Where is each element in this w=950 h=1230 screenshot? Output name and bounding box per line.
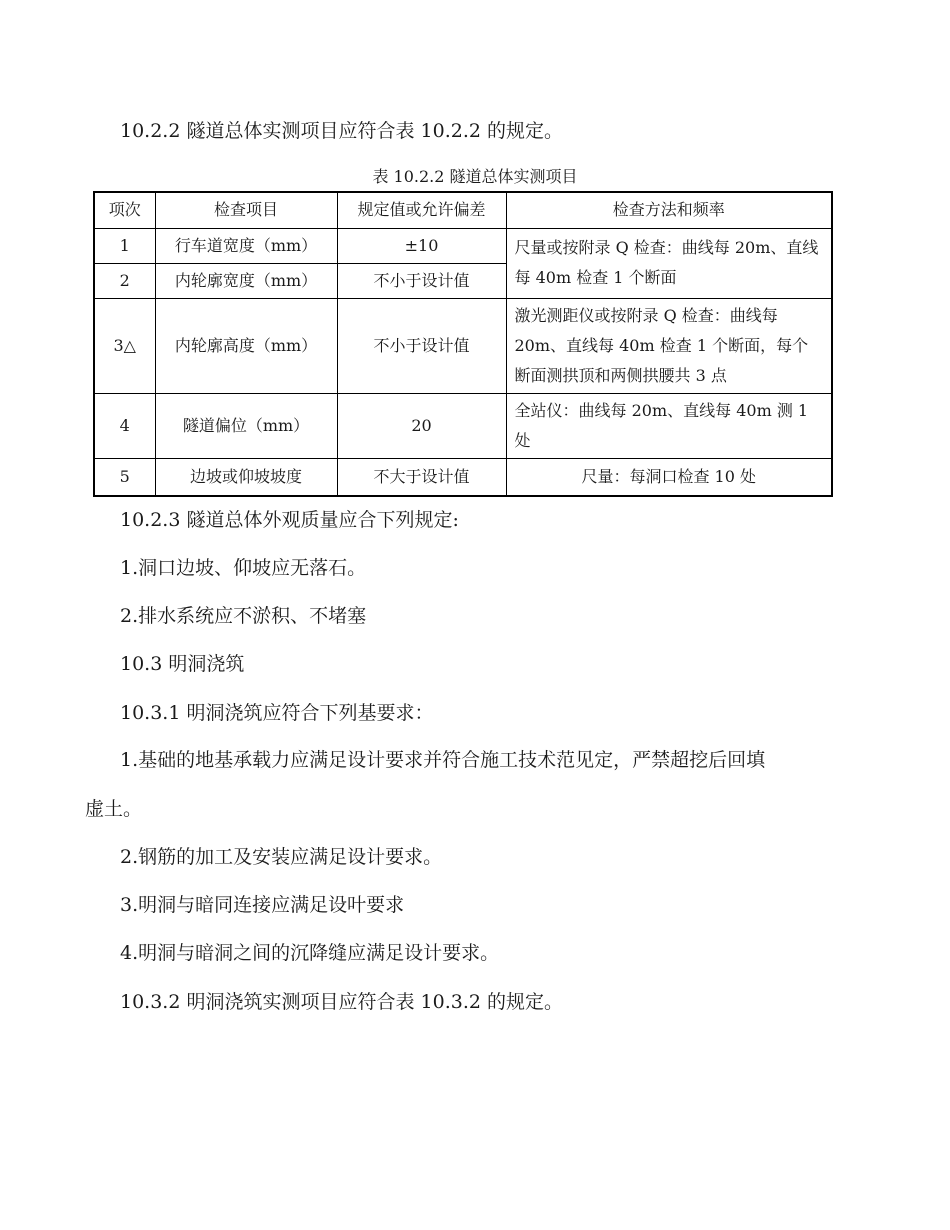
- list-item-continuation: 虚土。: [85, 798, 143, 820]
- cell-value: 不小于设计值: [337, 263, 506, 298]
- list-item: 3.明洞与暗同连接应满足设叶要求: [120, 894, 405, 916]
- table-row: [94, 298, 832, 393]
- list-item: 1.基础的地基承载力应满足设计要求并符合施工技术范见定，严禁超挖后回填: [120, 749, 766, 771]
- cell-no: 1: [94, 228, 155, 263]
- table-header-row: [94, 192, 832, 228]
- cell-no: 2: [94, 263, 155, 298]
- cell-item: 边坡或仰坡坡度: [155, 458, 337, 496]
- section-10-2-2-text: 10.2.2 隧道总体实测项目应符合表 10.2.2 的规定。: [120, 120, 563, 142]
- header-item: 检查项目: [155, 192, 337, 228]
- section-heading-10-3: 10.3 明洞浇筑: [120, 653, 245, 675]
- cell-value: 不大于设计值: [337, 458, 506, 496]
- cell-method: 尺量或按附录 Q 检查：曲线每 20m、直线每 40m 检查 1 个断面: [506, 228, 832, 298]
- section-10-3-2-text: 10.3.2 明洞浇筑实测项目应符合表 10.3.2 的规定。: [120, 991, 563, 1013]
- cell-item: 隧道偏位（mm）: [155, 393, 337, 458]
- cell-no: 4: [94, 393, 155, 458]
- table-caption: 表 10.2.2 隧道总体实测项目: [372, 167, 578, 186]
- cell-no: 5: [94, 458, 155, 496]
- header-no: 项次: [94, 192, 155, 228]
- table-row: [94, 458, 832, 496]
- cell-method: 全站仪：曲线每 20m、直线每 40m 测 1 处: [506, 393, 832, 458]
- cell-value: 20: [337, 393, 506, 458]
- section-10-3-1-text: 10.3.1 明洞浇筑应符合下列基要求：: [120, 702, 434, 724]
- inspection-table: [93, 191, 833, 497]
- cell-method: 尺量：每洞口检查 10 处: [506, 458, 832, 496]
- section-10-2-3-text: 10.2.3 隧道总体外观质量应合下列规定:: [120, 509, 459, 531]
- header-method: 检查方法和频率: [506, 192, 832, 228]
- cell-value: 不小于设计值: [337, 298, 506, 393]
- header-value: 规定值或允许偏差: [337, 192, 506, 228]
- cell-no: 3△: [94, 298, 155, 393]
- cell-item: 行车道宽度（mm）: [155, 228, 337, 263]
- table-row: [94, 228, 832, 263]
- cell-value: ±10: [337, 228, 506, 263]
- cell-item: 内轮廓高度（mm）: [155, 298, 337, 393]
- list-item: 1.洞口边坡、仰坡应无落石。: [120, 557, 367, 579]
- list-item: 2.排水系统应不淤积、不堵塞: [120, 605, 367, 627]
- table-row: [94, 393, 832, 458]
- cell-item: 内轮廓宽度（mm）: [155, 263, 337, 298]
- list-item: 2.钢筋的加工及安装应满足设计要求。: [120, 846, 443, 868]
- list-item: 4.明洞与暗洞之间的沉降缝应满足设计要求。: [120, 942, 500, 964]
- cell-method: 激光测距仪或按附录 Q 检查：曲线每 20m、直线每 40m 检查 1 个断面，每个断面测拱顶和两侧拱腰共 3 点: [506, 298, 832, 393]
